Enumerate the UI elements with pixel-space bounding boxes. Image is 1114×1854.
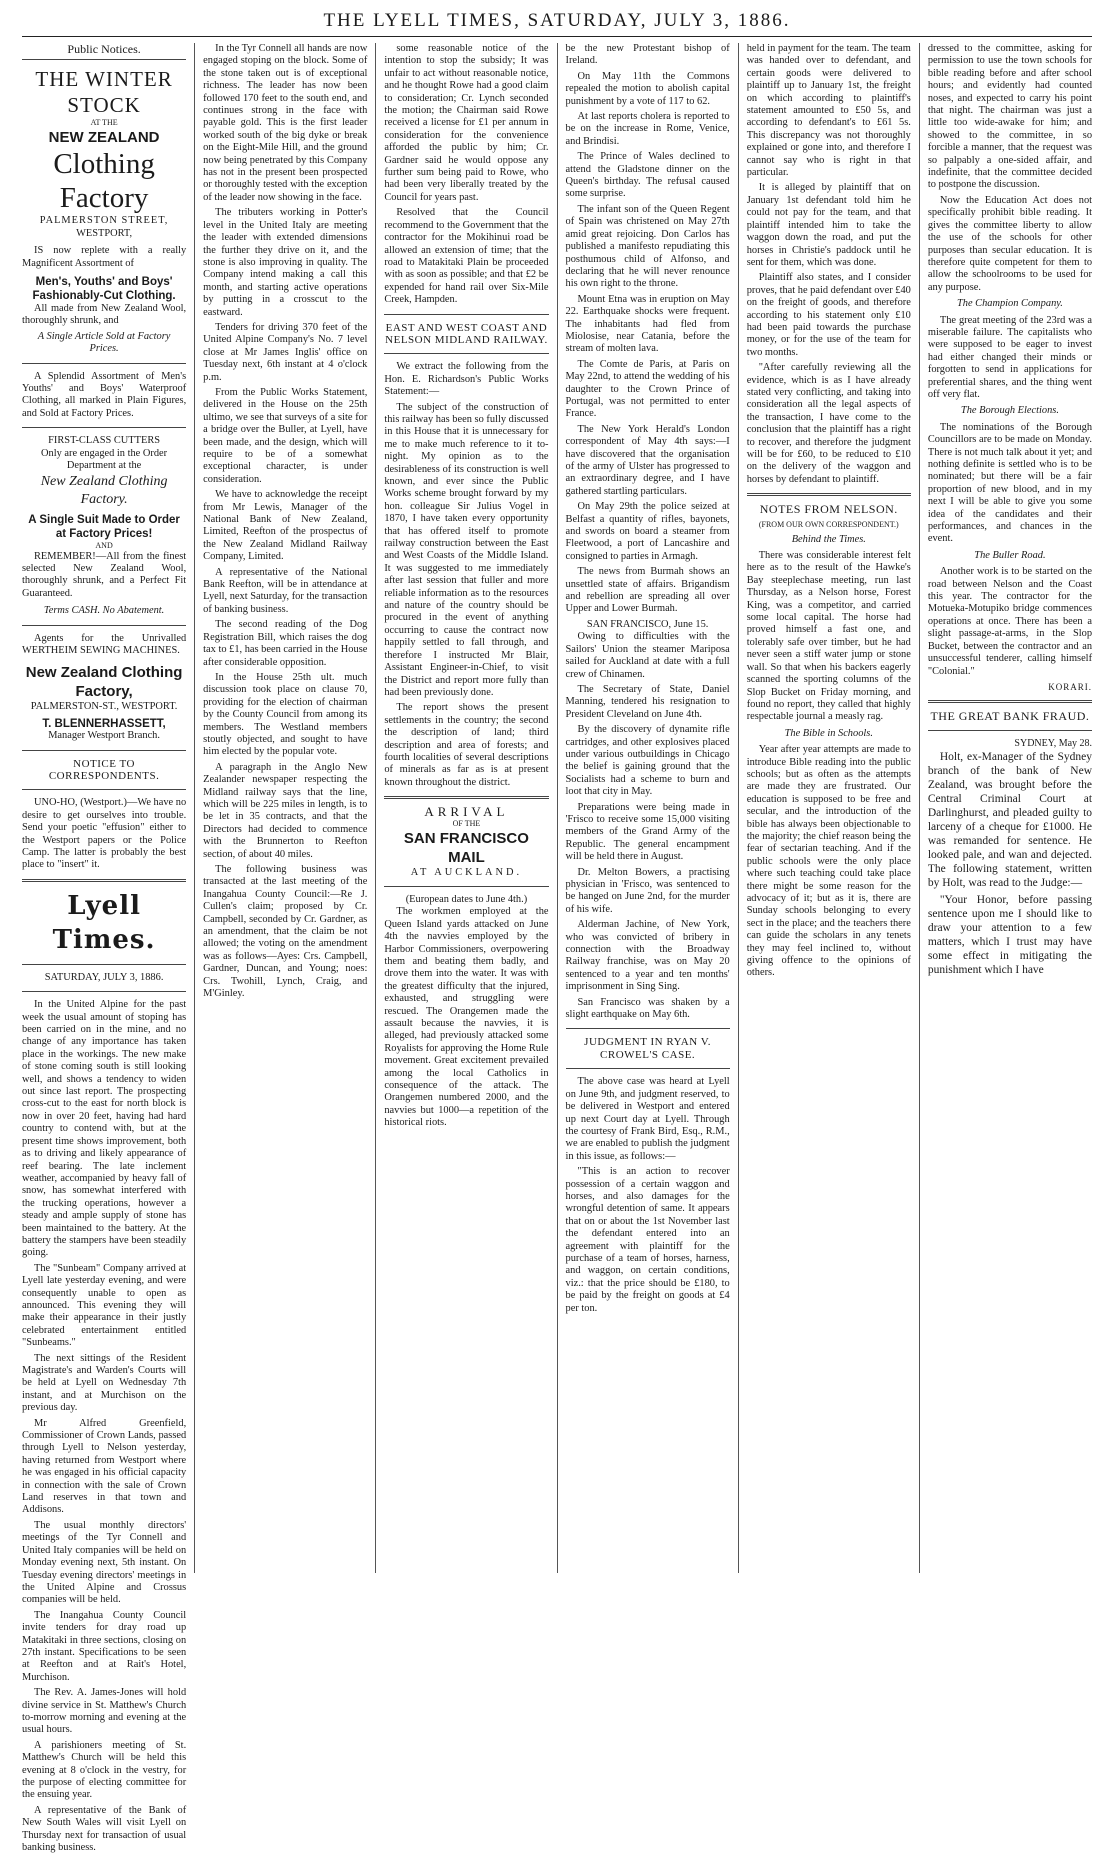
running-head: THE LYELL TIMES, SATURDAY, JULY 3, 1886. xyxy=(22,10,1092,37)
ad-manager: T. BLENNERHASSETT, xyxy=(42,717,166,730)
ad-text-2: All made from New Zealand Wool, thoroughly shrunk, and xyxy=(22,303,187,327)
col4-para: By the discovery of dynamite rifle cartridges, and other explosives placed under various outbuildings in Chicago the belief is gaining ground that the Socialists had a scheme to burn and loot that city in May. xyxy=(565,724,730,798)
mail-location: AT AUCKLAND. xyxy=(410,866,523,878)
ad-manager-title: Manager Westport Branch. xyxy=(48,730,160,742)
bank-fraud-headline: THE GREAT BANK FRAUD. xyxy=(930,709,1090,724)
col2-para: In the Tyr Connell all hands are now engaged stoping on the block. Some of the stone taken out is of exceptional richness. The leader has now been followed 170 feet to the south end, and continues strong in the face with payable gold. This is the first leader worked south of the big dyke or break on the Eight-Mile Hill, and the ground now being penetrated by this Company has not in the present been prospected or thoroughly tested with the exception of the leader now showing in the face. xyxy=(203,43,368,203)
col3-para: Resolved that the Council recommend to the Government that the contractor for the Mokihinui road be allowed an extension of time; that the road to Matakitaki Plain be proceeded with as soon as possible; and that £2 be expended for hand rail over Six-Mile Creek, Hampden. xyxy=(384,207,549,306)
col4-para: At last reports cholera is reported to be on the increase in Rome, Venice, and Brindisi. xyxy=(565,111,730,147)
col6-para: Holt, ex-Manager of the Sydney branch of the bank of New Zealand, was brought before the Central Criminal Court at Darlinghurst, and pleaded guilty to larceny of a cheque for £1000. He was remanded for sentence. He looked pale, and wan and dejected. The following statement, written by Holt, was read to the Judge:— xyxy=(927,751,1093,890)
ad-factory-name: New Zealand Clothing Factory, xyxy=(25,664,183,701)
col1-para: The usual monthly directors' meetings of the Tyr Connell and United Italy companies will be held on Monday evening next, 5th instant. On Tuesday evening directors' meetings in the United Alpine and Crossus companies will be held. xyxy=(22,1519,187,1606)
column-4 xyxy=(558,43,739,1573)
col1-para: The Inangahua County Council invite tenders for dray road up Matakitaki in three sections, closing on 27th instant. Specifications to be seen at Reefton and at Rait's Hotel, Murchison. xyxy=(22,1609,187,1683)
nelson-headline: NOTES FROM NELSON. xyxy=(759,502,898,517)
ad-single-suit: A Single Suit Made to Order at Factory Prices! xyxy=(28,513,180,540)
col6-para: Another work is to be started on the road between Nelson and the Coast this year. The contractor for the Motueka-Motupiko bridge commences operations at once. There has been a slight passage-at-arms, in the Slop Bucket, between the contractor and an unsuccessful tenderer, calling himself "Colonial." xyxy=(927,566,1093,677)
col1-para: The Rev. A. James-Jones will hold divine service in St. Matthew's Church to-morrow morning and evening at the usual hours. xyxy=(22,1687,187,1736)
ad-text-1: IS now replete with a really Magnificent Assortment of xyxy=(22,245,187,269)
ad-text-4: A Splendid Assortment of Men's Youths' and Boys' Waterproof Clothing, all marked in Plain Figures, and Sold at Factory Prices. xyxy=(22,370,187,419)
ad-text-1b: Men's, Youths' and Boys' Fashionably-Cut Clothing. xyxy=(32,276,176,303)
col1-para: The next sittings of the Resident Magistrate's and Warden's Courts will be held at Lyell on Wednesday 7th instant, and at Murchison on the previous day. xyxy=(22,1352,187,1414)
col2-para: The following business was transacted at the last meeting of the Inangahua County Council:—Re J. Cullen's claim; proposed by Cr. Campbell, seconded by Cr. Gardner, as an amendment, that the claim be not allowed; the voting on the amendment was as follows—Ayes: Crs. Campbell, Gardner, Duncan, and Young; noes: Crs. Twohill, Lynch, Craig, and M'Ginley. xyxy=(203,864,368,1000)
col1-para: Mr Alfred Greenfield, Commissioner of Crown Lands, passed through Lyell to Nelson yesterday, having returned from Westport where he was engaged in his official capacity in connection with the sale of Crown Land reserves in that town and Addisons. xyxy=(22,1417,187,1516)
nelson-sub-2: The Bible in Schools. xyxy=(784,727,873,739)
ad-text-3: A Single Article Sold at Factory Prices. xyxy=(37,330,171,355)
paper-date: SATURDAY, JULY 3, 1886. xyxy=(44,971,164,983)
ad-agents: Agents for the Unrivalled WERTHEIM SEWING MACHINES. xyxy=(22,632,187,656)
ad-street: PALMERSTON STREET, xyxy=(39,215,169,227)
col4-para: The New York Herald's London correspondent of May 4th says:—I have discovered that the organisation of the army of Ulster has progressed to an extraordinary degree, and I have gathered startling particulars. xyxy=(565,423,730,497)
col2-para: We have to acknowledge the receipt from Mr Lewis, Manager of the National Bank of New Zealand, Limited, Reefton of the prospectus of the New Zealand Midland Railway Company, Limited. xyxy=(203,489,368,563)
col5-para: "After carefully reviewing all the evidence, which is as I have already stated very conflicting, and taking into consideration all the legal aspects of the transaction, I have come to the conclusion that the plaintiff has a right to recover, and therefore the judgment will be for £60, to be reduced to £10 on the delivery of the waggon and horses by defendant to plaintiff. xyxy=(746,362,911,485)
arrival-heading: ARRIVAL xyxy=(424,804,509,820)
col2-para: A paragraph in the Anglo New Zealander newspaper respecting the Midland railway says that the line, which will be 225 miles in length, is to be let in 35 contracts, and that the Directors had decided to commence with the Brunnerton to Reefton section, of about 40 miles. xyxy=(203,761,368,860)
arrival-of-the: OF THE xyxy=(452,818,481,828)
paper-nameplate: Lyell Times. xyxy=(52,890,156,955)
ad-headline: THE WINTER STOCK xyxy=(35,67,173,118)
col4-para: Alderman Jachine, of New York, who was convicted of bribery in connection with the Broadway Railway franchise, was on May 20 sentenced to a year and ten months' imprisonment in Sing Sing. xyxy=(565,919,730,993)
col4-para: Owing to difficulties with the Sailors' Union the steamer Mariposa sailed for Auckland at date with a full crew of Chinamen. xyxy=(565,631,730,680)
col2-para: The tributers working in Potter's level in the United Italy are meeting the leader with extended dimensions the further they drive on it, and the stone is also improving in quality. The Company intend making a call this month, and starting active operations by putting in a crosscut to the eastward. xyxy=(203,207,368,318)
column-6 xyxy=(920,43,1092,1573)
railway-headline: EAST AND WEST COAST AND NELSON MIDLAND RAILWAY. xyxy=(385,321,548,346)
col5-para: Plaintiff also states, and I consider proves, that he paid defendant over £40 on the freight of goods, and therefore according to his statement only £10 had been paid towards the purchase money, or for the use of the team for two months. xyxy=(746,272,911,358)
col6-para: The nominations of the Borough Councillors are to be made on Monday. There is not much talk about it yet; and nothing definite is settled who is to be nominated; but there will be a fair proportion of new blood, and in my next I will be able to give you some idea of the candidates and their performances, and chances in the event. xyxy=(927,421,1093,545)
col5-para: It is alleged by plaintiff that on January 1st defendant told him he could not pay for the team, and that plaintiff intended him to take the waggon down the road, and put the horses in Christie's paddock until he sent for them, which was done. xyxy=(746,182,911,268)
col4-para: The Prince of Wales declined to attend the Gladstone dinner on the Queen's birthday. The refusal caused some surprise. xyxy=(565,151,730,200)
col4-para: Preparations were being made in 'Frisco to receive some 15,000 visiting members of the Grand Army of the Republic. The general encampment will be held there in August. xyxy=(565,801,730,863)
ad-town: WESTPORT, xyxy=(76,227,133,239)
col1-para: The "Sunbeam" Company arrived at Lyell late yesterday evening, and were consequently unable to open as announced. This evening they will make their appearance in their justly celebrated entertainment entitled "Sunbeams." xyxy=(22,1262,187,1349)
ad-cutters: FIRST-CLASS CUTTERS xyxy=(48,435,161,447)
ad-nz-factory: New Zealand Clothing Factory. xyxy=(40,473,168,507)
col2-para: From the Public Works Statement, delivered in the House on the 25th ultimo, we see that surveys of a site for a bridge over the Buller, at Lyell, have been made, and the design, which will require to be of a somewhat exceptional character, is under consideration. xyxy=(203,386,368,485)
col4-para: The Comte de Paris, at Paris on May 22nd, to attend the wedding of his daughter to the Crown Prince of Portugal, was not permitted to enter France. xyxy=(565,358,730,420)
column-2 xyxy=(195,43,376,1573)
ad-at-the: AT THE xyxy=(90,118,118,128)
col4-para: On May 11th the Commons repealed the motion to abolish capital punishment by a vote of 117 to 62. xyxy=(565,70,730,107)
col4-para: San Francisco was shaken by a slight earthquake on May 6th. xyxy=(565,996,730,1021)
col2-para: In the House 25th ult. much discussion took place on clause 70, providing for the election of chairman by the County Council from among its members. The Westland members stoutly objected, and sought to have him elected by the popular vote. xyxy=(203,671,368,758)
mail-headline: SAN FRANCISCO MAIL xyxy=(403,829,529,866)
ad-clothing-factory: Clothing Factory xyxy=(53,148,155,215)
sf-dateline: SAN FRANCISCO, June 15. xyxy=(586,618,709,630)
col5-para: Year after year attempts are made to introduce Bible reading into the public schools; but as often as the attempts are made they are frustrated. Our education is supposed to be free and secular, and the introduction of the bible has always been objectionable to the majority; the chief reason being the fear of sectarian teaching. And if the public schools were the only place where such teaching could take place there might be some reason for the advocacy of it; but as it is, there are Sunday schools belonging to every sect in the place; and the teachers there can guide the scholars in any tenets they may feel inclined to, without giving offence to the opinions of others. xyxy=(746,744,911,979)
col6-para: The great meeting of the 23rd was a miserable failure. The capitalists who were supposed to be eager to invest had either changed their minds or forgotten to send in applications for preferential shares, and the thing went off very flat. xyxy=(927,314,1093,400)
ad-order-dept: Only are engaged in the Order Department at the xyxy=(41,447,168,472)
col3-para: The workmen employed at the Queen Island yards attacked on June 4th the navvies employed by the Harbor Commissioners, overpowering them and beating them badly, and drove them into the water. It was with the greatest difficulty that the injured, exhausted, and struggling were rescued. The Orangemen made the assault because the navvies, it is alleged, had previously attacked some Royalists for approving the Home Rule movement. Great excitement prevailed among the local Catholics in consequence of the attack. The Orangemen numbered 2000, and the navvies but 1000—a repetition of the historical riots. xyxy=(384,906,549,1129)
public-notices-label: Public Notices. xyxy=(22,43,186,60)
nelson-sub-1: Behind the Times. xyxy=(791,533,866,545)
col4-para: Dr. Melton Bowers, a practising physician in 'Frisco, was sentenced to be hanged on June 2nd, for the murder of his wife. xyxy=(565,866,730,915)
ad-factory-addr: PALMERSTON-ST., WESTPORT. xyxy=(30,701,178,713)
col4-para: Mount Etna was in eruption on May 22. Earthquake shocks were frequent. The inhabitants had fled from Miolosise, near Catania, before the stream of molten lava. xyxy=(565,293,730,355)
col1-para: A parishioners meeting of St. Matthew's Church will be held this evening at 8 o'clock in the vestry, for the purpose of electing committee for the ensuing year. xyxy=(22,1739,187,1801)
notice-title: NOTICE TO CORRESPONDENTS. xyxy=(48,757,160,782)
col5-para: held in payment for the team. The team was handed over to defendant, and certain goods were delivered to plaintiff up to January 1st, the freight on which according to plaintiff's statement amounted to £50 5s, and according to defendant's to £61 5s. This discrepancy was not thoroughly explained or gone into, and therefore I cannot say who is right in that particular. xyxy=(746,43,911,179)
col6-para: "Your Honor, before passing sentence upon me I should like to draw your attention to a few matters, which I trust may have some effect in mitigating the punishment which I have xyxy=(927,894,1093,977)
col2-para: A representative of the National Bank Reefton, will be in attendance at Lyell, next Saturday, for the transaction of banking business. xyxy=(203,566,368,615)
col3-para: some reasonable notice of the intention to stop the subsidy; It was unfair to act without reasonable notice, and he thought Rowe had a good claim to consideration; Cr. Lynch seconded the motion; the Chairman said Rowe received a license for £1 per annum in consideration for the convenience afforded the public by him; Cr. Gardner said he would oppose any further sum being paid to Rowe, who had been very liberally treated by the Council for years past. xyxy=(384,43,549,203)
col3-para: The report shows the present settlements in the country; the second the description of land; third description and area of forests; and fourth localities of several descriptions of minerals as far as is at present known throughout the district. xyxy=(384,702,549,788)
col3-para: We extract the following from the Hon. E. Richardson's Public Works Statement:— xyxy=(384,361,549,398)
ad-and: AND xyxy=(95,540,113,550)
col4-para: On May 29th the police seized at Belfast a quantity of rifles, bayonets, and swords on board a steamer from Fleetwood, a port of Lancashire and consigned to parties in Armagh. xyxy=(565,501,730,562)
nelson-sub-4: The Borough Elections. xyxy=(960,405,1059,417)
col1-para: In the United Alpine for the past week the usual amount of stoping has been carried on in the mine, and no change of any importance has taken place in the workings. The new make of stone coming south is still looking well, and shows a tendency to widen out since last report. The prospecting cross-cut to the east for north block is now in over 20 feet, having had hard country to contend with, but at the present time shows improvement, both as to driving and likely appearance of reef bearing. The late inclement weather, accompanied by heavy fall of snow, has somewhat interfered with the trucking operations, however a steady and ample supply of stone has been maintained to the battery. At the battery the stampers have been steadily going. xyxy=(22,999,187,1259)
ad-terms: Terms CASH. No Abatement. xyxy=(43,605,165,617)
col4-para: The Secretary of State, Daniel Manning, tendered his resignation to President Cleveland on June 4th. xyxy=(565,683,730,720)
col3-para: The subject of the construction of this railway has been so fully discussed in this House that it is unnecessary for me to make much reference to it to-night. My opinion as to the desirableness of its construction is well known, and ever since the Public Works scheme brought forward by my hon. colleague Sir Julius Vogel in 1870, I have taken every opportunity that has offered itself to promote railway construction between the East and West Coasts of the Middle Island. It was suggested to me immediately after last session that fuller and more reliable information as to the resources and nature of the country should be procured in the event of anything occurring to cause the contract now happily settled to fall through, and therefore I instructed Mr Blair, Assistant Engineer-in-Chief, to visit the District and report more fully than had been previously done. xyxy=(384,401,549,698)
ad-remember: REMEMBER!—All from the finest selected New Zealand Wool, thoroughly shrunk, and a Perfect Fit Guaranteed. xyxy=(22,550,187,599)
col5-para: There was considerable interest felt here as to the result of the Hawke's Bay steeplechase meeting, run last Thursday, as a Nelson horse, Forest King, was a competitor, and carried some local capital. The horse had proved himself a fast one, and tolerably safe over timber, but he had never seen a stiff water jump or stone wall. So that when his backers eagerly scanned the sporting columns of the Slop Bucket on Friday morning, and found no report, they called that highly respectable journal a measly rag. xyxy=(746,550,911,723)
col2-para: Tenders for driving 370 feet of the United Alpine Company's No. 7 level close at Mr James Inglis' office on Tuesday next, 6th instant at 4 o'clock p.m. xyxy=(203,321,368,383)
col4-para: The news from Burmah shows an unsettled state of affairs. Brigandism and rebellion are spreading all over Upper and Lower Burmah. xyxy=(565,566,730,615)
col4-para: be the new Protestant bishop of Ireland. xyxy=(565,43,730,67)
column-3 xyxy=(376,43,557,1573)
col6-para: dressed to the committee, asking for permission to use the town schools for bible reading before and after school hours; and evidently had counted noses, and expected to carry his point that night. The chairman was just a little too wide-awake for him; and showed to the committee, in so forcible a manner, that the request was so palpably a one-sided affair, and indefinite, that the committee decided to postpone the discussion. xyxy=(927,43,1093,191)
notice-body: UNO-HO, (Westport.)—We have no desire to get ourselves into trouble. Send your poetic "effusion" either to the Westport papers or the Police Camp. The latter is probably the best place to "insert" it. xyxy=(22,797,187,871)
ad-new-zealand: NEW ZEALAND xyxy=(48,129,160,147)
judgment-headline: JUDGMENT IN RYAN V. CROWEL'S CASE. xyxy=(584,1036,712,1061)
col1-para: A representative of the Bank of New South Wales will visit Lyell on Thursday next for transaction of usual banking business. xyxy=(22,1804,187,1854)
mail-dates: (European dates to June 4th.) xyxy=(405,893,528,905)
nelson-correspondent: (FROM OUR OWN CORRESPONDENT.) xyxy=(758,519,899,529)
column-1 xyxy=(22,42,195,1854)
col4-para: "This is an action to recover possession of a certain waggon and horses, and also damages for the wrongful detention of same. It appears that on or about the 1st November last the defendant entered into an agreement with plaintiff for the purchase of a team of horses, harness, and waggon, on certain conditions, viz.: that the price should be £180, to be paid by the freight on goods at £4 per ton. xyxy=(565,1166,730,1314)
nelson-sub-5: The Buller Road. xyxy=(974,549,1046,561)
column-5 xyxy=(739,43,920,1573)
col4-para: The above case was heard at Lyell on June 9th, and judgment reserved, to be delivered in Westport and entered up next Court day at Lyell. Through the courtesy of Frank Bird, Esq., R.M., we are enabled to publish the judgment in this issue, as follows:— xyxy=(565,1076,730,1162)
col2-para: The second reading of the Dog Registration Bill, which raises the dog tax to £1, has been carried in the House after considerable opposition. xyxy=(203,619,368,668)
correspondent-signature: KORARI. xyxy=(1048,681,1093,692)
col6-para: Now the Education Act does not specifically prohibit bible reading. It gives the committee liberty to allow the use of the schools for other purposes than secular education. It is therefore quite competent for them to allow the schoolrooms to be used for any purpose. xyxy=(927,194,1093,293)
columns xyxy=(22,42,1093,1854)
bank-fraud-dateline: SYDNEY, May 28. xyxy=(1014,737,1093,749)
nelson-sub-3: The Champion Company. xyxy=(956,298,1063,310)
col4-para: The infant son of the Queen Regent of Spain was christened on May 27th amid great rejoicing. Don Carlos has published a manifesto repudiating this posthumous child of Alfonso, and declaring that he will never renounce his own right to the throne. xyxy=(565,203,730,290)
